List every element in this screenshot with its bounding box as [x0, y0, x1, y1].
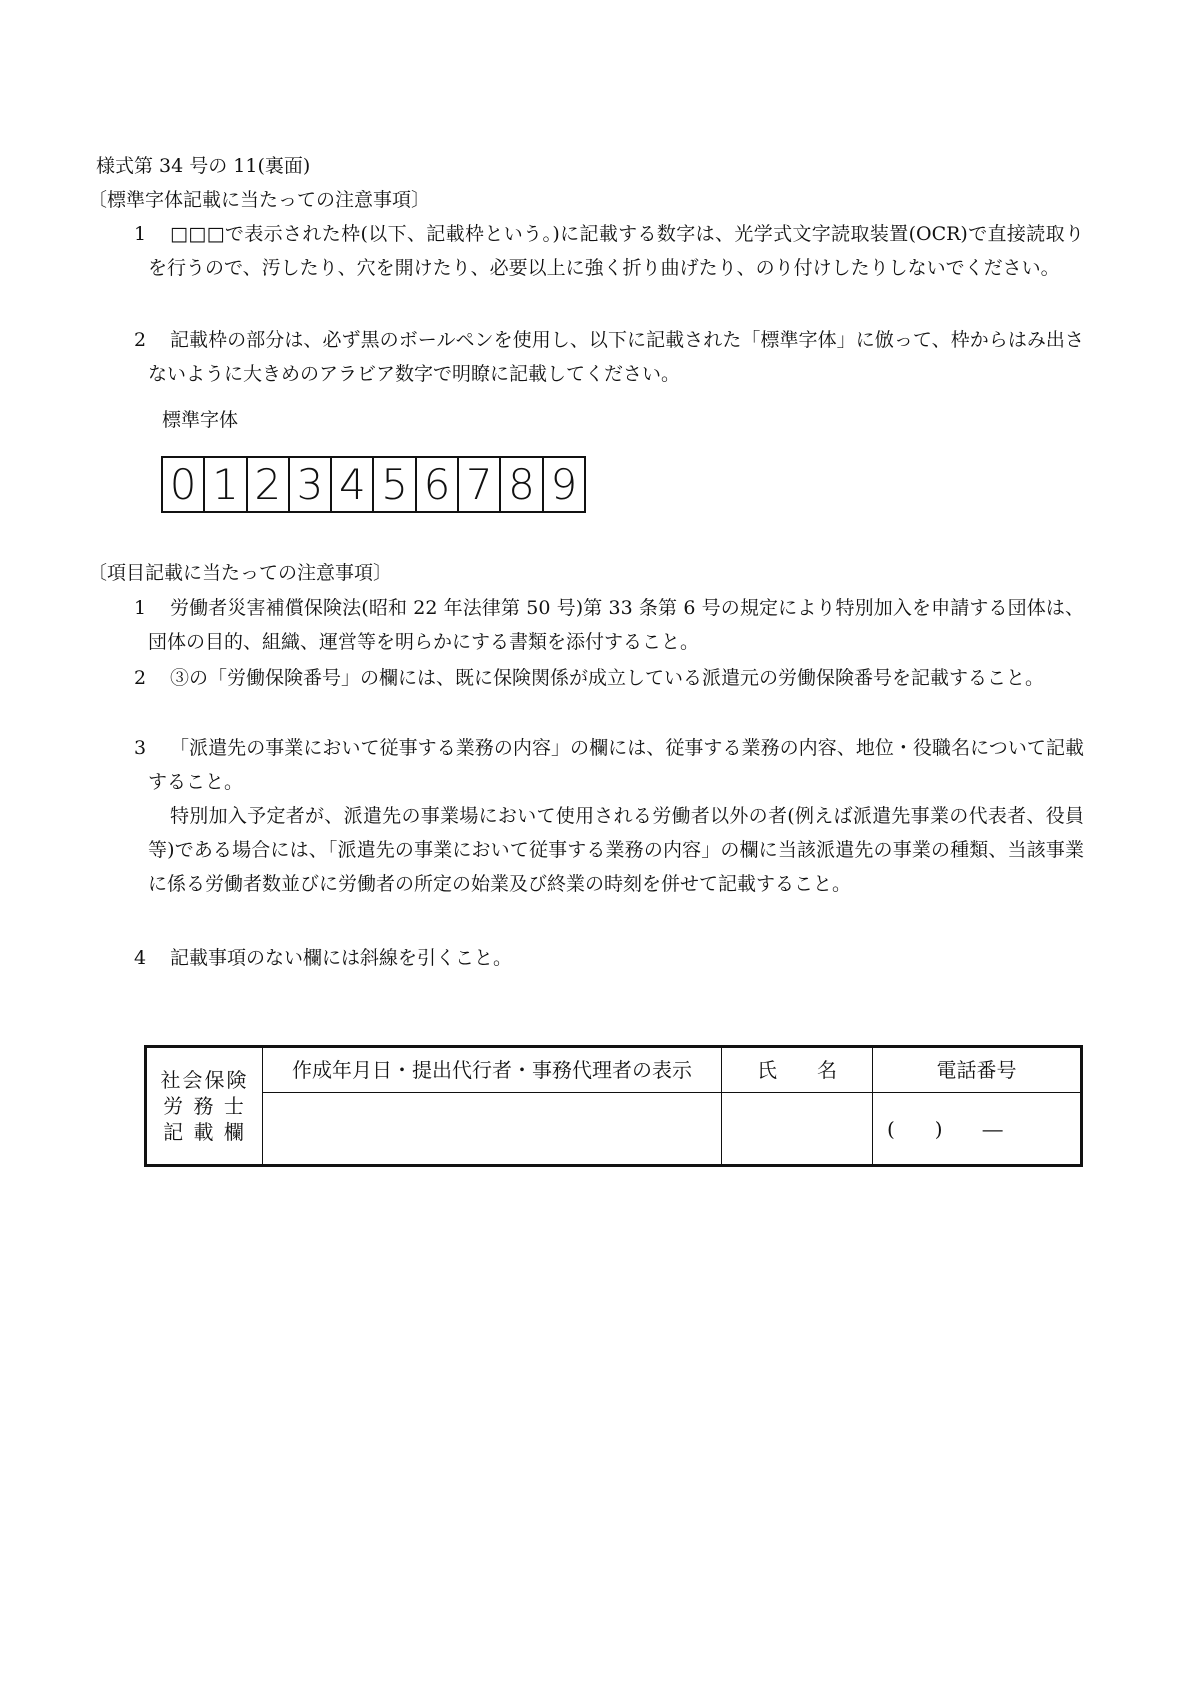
- standard-font-label: 標準字体: [162, 409, 239, 431]
- item-paragraph: 特別加入予定者が、派遣先の事業場において使用される労働者以外の者(例えば派遣先事業の代表者、役員等)である場合には、「派遣先の事業において従事する業務の内容」の欄に当該派遣先の事業の種類、当該事業に係る労働者数並びに労働者の所定の始業及び終業の時刻を併せて記載すること。: [148, 805, 1084, 895]
- name-field[interactable]: [722, 1093, 873, 1166]
- item-text: 労働者災害補償保険法(昭和 22 年法律第 50 号)第 33 条第 6 号の規定により特別加入を申請する団体は、団体の目的、組織、運営等を明らかにする書類を添付すること。: [148, 597, 1084, 653]
- digit-cell: 6: [417, 458, 459, 511]
- list-item: [134, 591, 1084, 659]
- item-number: 1: [134, 223, 147, 245]
- digit-cell: 0: [163, 458, 205, 511]
- digit-cell: 4: [332, 458, 374, 511]
- label-line: 社会保険: [160, 1068, 249, 1092]
- item-number: 4: [134, 947, 147, 969]
- digit-cell: 9: [550, 459, 578, 509]
- list-item: [134, 217, 1084, 285]
- table-row-label: [146, 1047, 263, 1166]
- digit-cell: 1: [205, 458, 247, 511]
- digit-cell: 8: [501, 458, 543, 511]
- item-text: □□□で表示された枠(以下、記載枠という。)に記載する数字は、光学式文字読取装置(OCR)で直接読取りを行うので、汚したり、穴を開けたり、必要以上に強く折り曲げたり、のり付けしたりしないでください。: [148, 223, 1084, 279]
- item-number: 3: [134, 737, 147, 759]
- sharoushi-entry-table: [144, 1045, 1083, 1167]
- header-date-agent: 作成年月日・提出代行者・事務代理者の表示: [263, 1047, 722, 1093]
- list-item: [134, 661, 1084, 695]
- digit-cell: 7: [459, 458, 501, 511]
- standard-digit-boxes: [161, 456, 586, 513]
- item-text: 記載枠の部分は、必ず黒のボールペンを使用し、以下に記載された「標準字体」に倣って、枠からはみ出さないように大きめのアラビア数字で明瞭に記載してください。: [148, 329, 1084, 385]
- digit-cell: 5: [374, 458, 416, 511]
- item-text: 「派遣先の事業において従事する業務の内容」の欄には、従事する業務の内容、地位・役職名について記載すること。: [148, 737, 1084, 793]
- list-item: [134, 731, 1084, 901]
- phone-template: ( ) ―: [887, 1116, 1003, 1141]
- digit-cell: 2: [248, 458, 290, 511]
- date-agent-field[interactable]: [263, 1093, 722, 1166]
- list-item: [134, 323, 1084, 391]
- item-text: 記載事項のない欄には斜線を引くこと。: [170, 947, 513, 969]
- header-phone: 電話番号: [873, 1047, 1082, 1093]
- header-name: 氏 名: [722, 1047, 873, 1093]
- list-item: [134, 941, 1084, 975]
- item-number: 1: [134, 597, 147, 619]
- label-line: 記 載 欄: [163, 1120, 246, 1144]
- item-number: 2: [134, 329, 147, 351]
- digit-cell: 3: [290, 458, 332, 511]
- section-heading-standard-font: 〔標準字体記載に当たっての注意事項〕: [88, 189, 431, 211]
- item-number: 2: [134, 667, 147, 689]
- item-text: ③の「労働保険番号」の欄には、既に保険関係が成立している派遣元の労働保険番号を記載すること。: [170, 667, 1045, 689]
- label-line: 労 務 士: [163, 1094, 246, 1118]
- section-heading-item-notes: 〔項目記載に当たっての注意事項〕: [88, 562, 393, 584]
- phone-field[interactable]: [873, 1093, 1082, 1166]
- form-number: 様式第 34 号の 11(裏面): [96, 155, 311, 177]
